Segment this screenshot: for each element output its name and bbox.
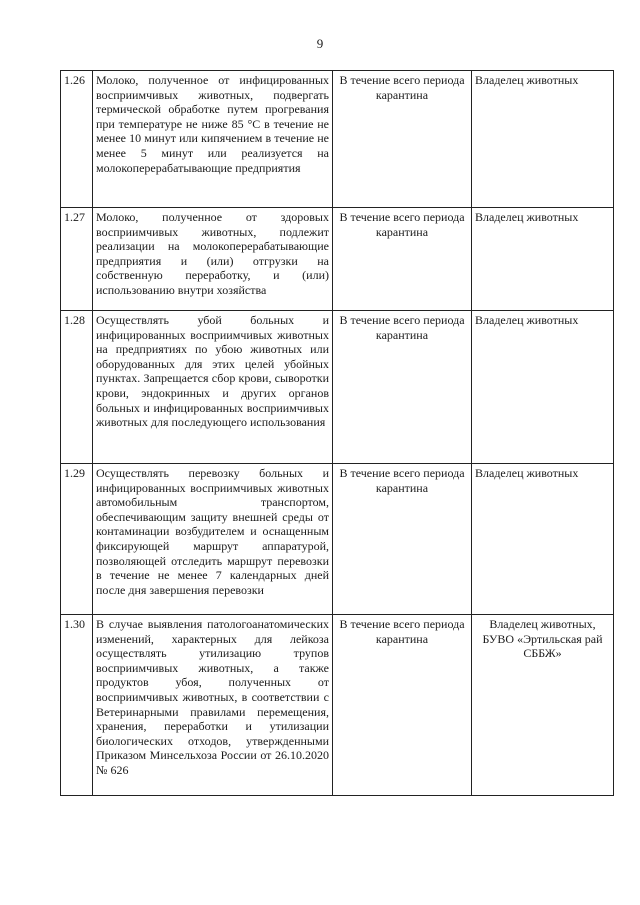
measure-term: В течение всего периода карантина: [333, 311, 472, 464]
table-row: [61, 464, 614, 615]
table-row: [61, 311, 614, 464]
measure-term: В течение всего периода карантина: [333, 615, 472, 796]
table-row: [61, 208, 614, 311]
table-row: [61, 71, 614, 208]
item-number: 1.30: [61, 615, 93, 796]
measure-description: Осуществлять убой больных и инфицированных восприимчивых животных на предприятиях по убою животных или оборудованных для этих целей убойных пунктах. Запрещается сбор крови, сыворотки крови, эндокринных и других органов больных и инфицированных восприимчивых животных для последующего использования: [93, 311, 333, 464]
item-number: 1.28: [61, 311, 93, 464]
responsible-party: Владелец животных, БУВО «Эртильская рай СББЖ»: [472, 615, 614, 796]
table-row: [61, 615, 614, 796]
measure-term: В течение всего периода карантина: [333, 71, 472, 208]
item-number: 1.29: [61, 464, 93, 615]
measure-description: Молоко, полученное от здоровых восприимчивых животных, подлежит реализации на молокоперерабатывающие предприятия и (или) отгрузки на собственную переработку, и (или) использованию внутри хозяйства: [93, 208, 333, 311]
responsible-party: Владелец животных: [472, 208, 614, 311]
responsible-party: Владелец животных: [472, 311, 614, 464]
page-number: 9: [316, 36, 324, 51]
responsible-party: Владелец животных: [472, 71, 614, 208]
measure-description: Осуществлять перевозку больных и инфицированных восприимчивых животных автомобильным транспортом, обеспечивающим защиту внешней среды от контаминации возбудителем и оснащенным фиксирующей маршрут аппаратурой, позволяющей отследить маршрут перевозки в течение не менее 7 календарных дней после дня завершения перевозки: [93, 464, 333, 615]
quarantine-measures-table: [60, 70, 614, 796]
measure-term: В течение всего периода карантина: [333, 464, 472, 615]
item-number: 1.27: [61, 208, 93, 311]
measure-description: В случае выявления патологоанатомических изменений, характерных для лейкоза осуществлять утилизацию трупов восприимчивых животных, а также продуктов убоя, полученных от восприимчивых животных, в соответствии с Ветеринарными правилами перемещения, хранения, переработки и утилизации биологических отходов, утвержденными Приказом Минсельхоза России от 26.10.2020 № 626: [93, 615, 333, 796]
measure-description: Молоко, полученное от инфицированных восприимчивых животных, подвергать термической обработке путем прогревания при температуре не ниже 85 °С в течение не менее 10 минут или кипячением в течение не менее 5 минут или реализуется на молокоперерабатывающие предприятия: [93, 71, 333, 208]
responsible-party: Владелец животных: [472, 464, 614, 615]
item-number: 1.26: [61, 71, 93, 208]
measure-term: В течение всего периода карантина: [333, 208, 472, 311]
